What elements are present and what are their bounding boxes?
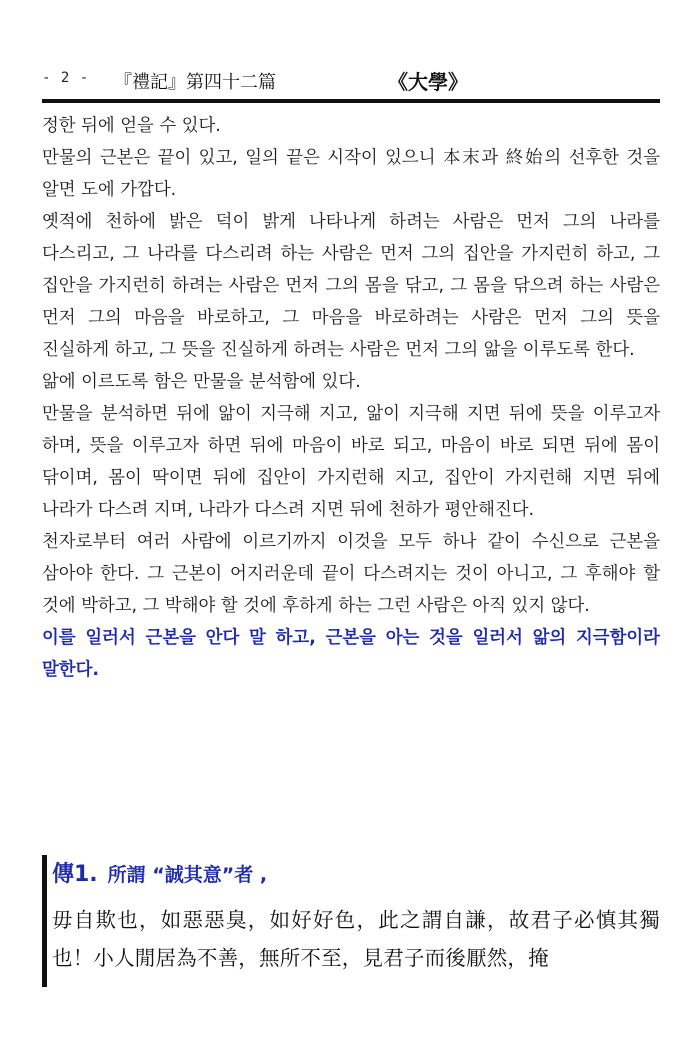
body-paragraph: 앎에 이르도록 함은 만물을 분석함에 있다. <box>42 372 361 392</box>
body-paragraph: 천자로부터 여러 사람에 이르기까지 이것을 모두 하나 같이 수신으로 근본을 삼아야 한다. 그 근본이 어지러운데 끝이 다스려지는 것이 아니고, 그 후해야 할 것에 박하고, 그 박해야 할 것에 후하게 하는 그런 사람은 아직 있지 않다. <box>42 532 660 616</box>
body-paragraph: 만물의 근본은 끝이 있고, 일의 끝은 시작이 있으니 本末과 終始의 선후한 것을 알면 도에 가깝다. <box>42 148 660 200</box>
page-number: - 2 - <box>42 70 90 86</box>
highlight-paragraph: 이를 일러서 근본을 안다 말 하고, 근본을 아는 것을 일러서 앎의 지극함이라 말한다. <box>42 628 660 680</box>
chapter-left-bar <box>42 855 47 987</box>
chapter-heading-title: 所謂 “誠其意”者 , <box>107 864 268 886</box>
chapter-number: 傳1. <box>52 862 98 887</box>
chapter-section <box>42 855 660 987</box>
chapter-heading <box>52 857 267 888</box>
chapter-classical-text: 毋自欺也，如惡惡臭，如好好色，此之謂自謙，故君子必慎其獨也！小人閒居為不善，無所不至，見君子而後厭然，掩 <box>52 908 660 970</box>
chapter-title: 《大學》 <box>388 70 468 94</box>
header-rule <box>42 99 660 103</box>
book-title: 『禮記』第四十二篇 <box>114 72 276 93</box>
translation-body <box>42 110 660 686</box>
body-paragraph: 만물을 분석하면 뒤에 앎이 지극해 지고, 앎이 지극해 지면 뒤에 뜻을 이루고자 하며, 뜻을 이루고자 하면 뒤에 마음이 바로 되고, 마음이 바로 되면 뒤에 몸이 닦이며, 몸이 딱이면 뒤에 집안이 가지런해 지고, 집안이 가지런해 지면 뒤에 나라가 다스려 지며, 나라가 다스려 지면 뒤에 천하가 평안해진다. <box>42 404 660 520</box>
body-paragraph: 옛적에 천하에 밝은 덕이 밝게 나타나게 하려는 사람은 먼저 그의 나라를 다스리고, 그 나라를 다스리려 하는 사람은 먼저 그의 집안을 가지런히 하고, 그 집안을 가지런히 하려는 사람은 먼저 그의 몸을 닦고, 그 몸을 닦으려 하는 사람은 먼저 그의 마음을 바로하고, 그 마음을 바로하려는 사람은 먼저 그의 뜻을 진실하게 하고, 그 뜻을 진실하게 하려는 사람은 먼저 그의 앎을 이루도록 한다. <box>42 212 660 360</box>
page-header <box>42 66 660 96</box>
body-paragraph: 정한 뒤에 얻을 수 있다. <box>42 116 221 136</box>
